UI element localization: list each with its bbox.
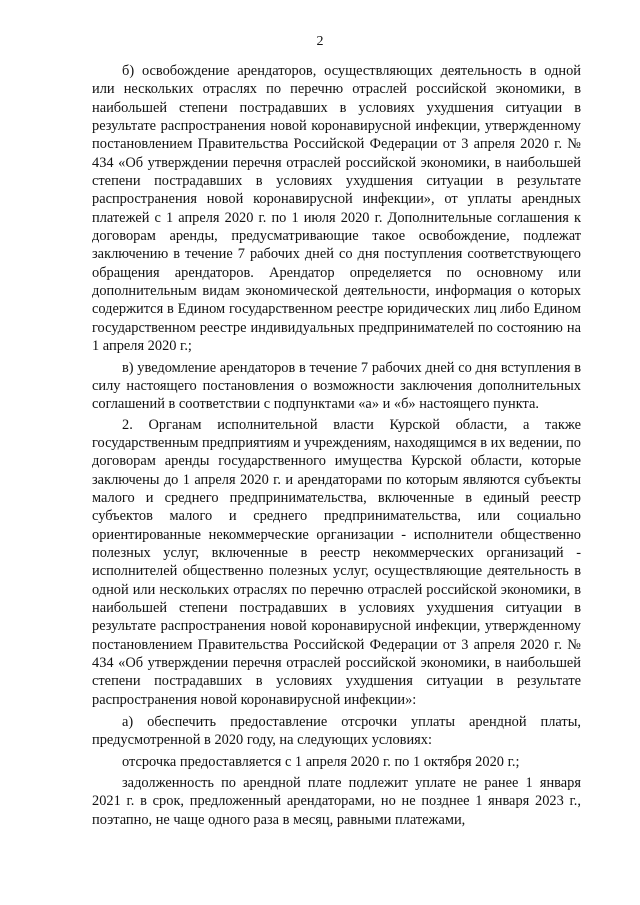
paragraph-v-notification: в) уведомление арендаторов в течение 7 рабочих дней со дня вступления в силу настоящего постановления о возможности заключения дополнительных соглашений в соответствии с подпунктами «а» и «б» настоящего пункта. — [92, 359, 581, 413]
paragraph-b-exemption: б) освобождение арендаторов, осуществляющих деятельность в одной или нескольких отраслях по перечню отраслей российской экономики, в наибольшей степени пострадавших в условиях ухудшения ситуации в результате распространения новой коронавирусной инфекции, утвержденному постановлением Правительства Российской Федерации от 3 апреля 2020 г. № 434 «Об утверждении перечня отраслей российской экономики, в наибольшей степени пострадавших в условиях ухудшения ситуации в результате распространения новой коронавирусной инфекции», от уплаты арендных платежей с 1 апреля 2020 г. по 1 июля 2020 г. Дополнительные соглашения к договорам аренды, предусматривающие такое освобождение, подлежат заключению в течение 7 рабочих дней со дня поступления соответствующего обращения арендаторов. Арендатор определяется по основному или дополнительным видам экономической деятельности, информация о которых содержится в Едином государственном реестре юридических лиц либо Едином государственном реестре индивидуальных предпринимателей по состоянию на 1 апреля 2020 г.; — [92, 63, 581, 355]
paragraph-deferral-period: отсрочка предоставляется с 1 апреля 2020 г. по 1 октября 2020 г.; — [122, 753, 520, 770]
paragraph-a-deferral: а) обеспечить предоставление отсрочки уплаты арендной платы, предусмотренной в 2020 году, на следующих условиях: — [92, 714, 581, 749]
page-number: 2 — [316, 34, 324, 49]
paragraph-debt-repayment: задолженность по арендной плате подлежит уплате не ранее 1 января 2021 г. в срок, предложенный арендаторами, но не позднее 1 января 2023 г., поэтапно, не чаще одного раза в месяц, равными платежами, — [92, 775, 581, 828]
paragraph-2-authorities: 2. Органам исполнительной власти Курской области, а также государственным предприятиям и учреждениям, находящимся в их ведении, по договорам аренды государственного имущества Курской области, которые заключены до 1 апреля 2020 г. и арендаторами по которым являются субъекты малого и среднего предпринимательства, включенные в единый реестр субъектов малого и среднего предпринимательства, или социально ориентированные некоммерческие организации - исполнители общественно полезных услуг, включенные в реестр некоммерческих организаций - исполнителей общественно полезных услуг, осуществляющие деятельность в одной или нескольких отраслях по перечню отраслей российской экономики, в наибольшей степени пострадавших в условиях ухудшения ситуации в результате распространения новой коронавирусной инфекции, утвержденному постановлением Правительства Российской Федерации от 3 апреля 2020 г. № 434 «Об утверждении перечня отраслей российской экономики, в наибольшей степени пострадавших в условиях ухудшения ситуации в результате распространения новой коронавирусной инфекции»: — [92, 416, 581, 708]
document-body — [92, 62, 581, 829]
